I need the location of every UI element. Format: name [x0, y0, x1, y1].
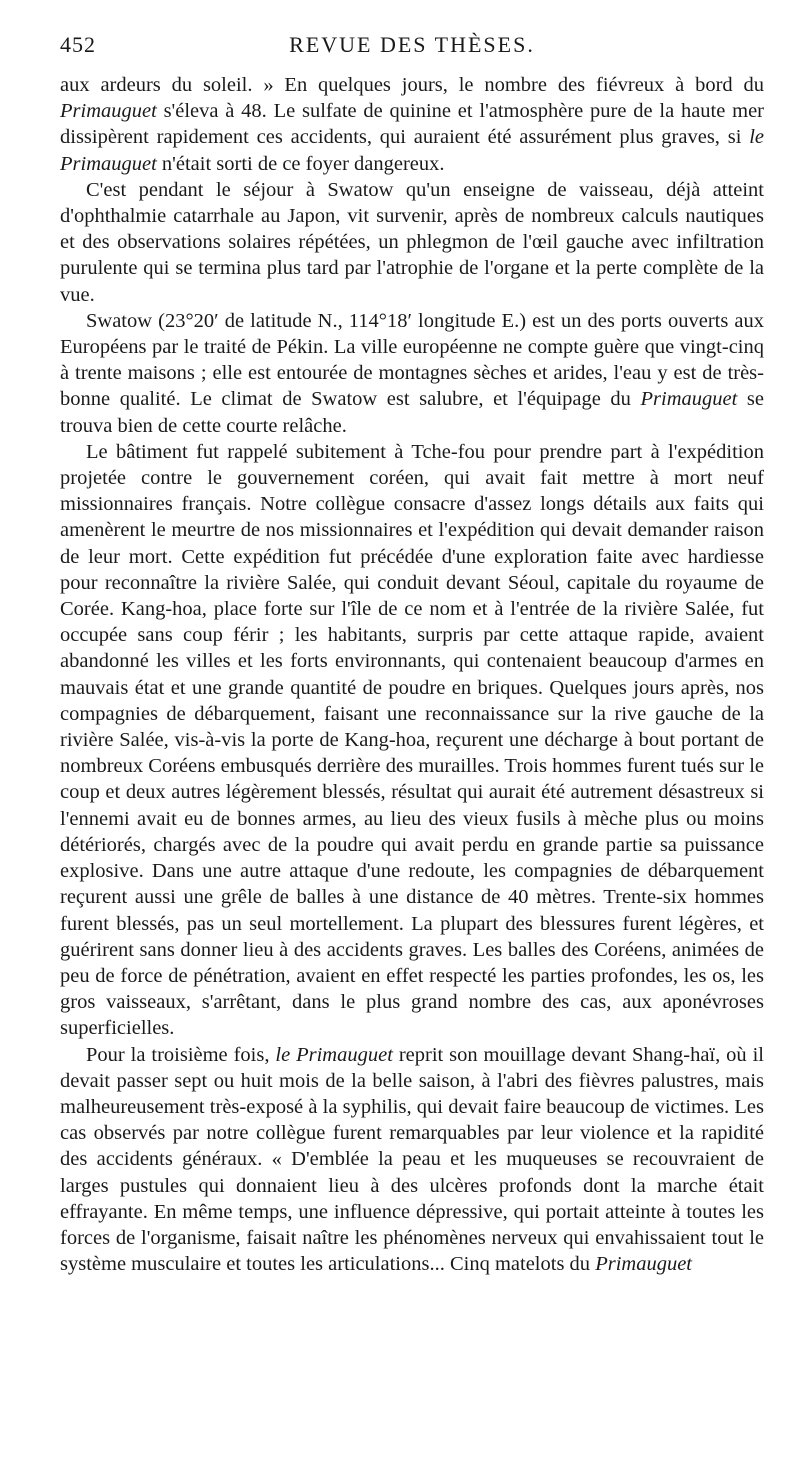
paragraph [60, 439, 764, 1042]
text-run: s'éleva à 48. Le sulfate de quinine et l'atmosphère pure de la haute mer dissipèrent rapidement ces accidents, qui auraient été assurément plus graves, si [60, 100, 764, 149]
body-text [60, 72, 764, 1277]
paragraph [60, 1042, 764, 1278]
text-run: Swatow (23°20′ de latitude N., 114°18′ longitude E.) est un des ports ouverts aux Européens par le traité de Pékin. La ville européenne ne compte guère que vingt-cinq à trente maisons ; elle est entourée de montagnes sèches et arides, l'eau y est de très-bonne qualité. Le climat de Swatow est salubre, et l'équipage du [60, 309, 764, 411]
text-run: reprit son mouillage devant Shang-haï, où il devait passer sept ou huit mois de la belle saison, à l'abri des fièvres palustres, mais malheureusement très-exposé à la syphilis, qui devait faire beaucoup de victimes. Les cas observés par notre collègue furent remarquables par leur violence et la rapidité des accidents généraux. « D'emblée la peau et les muqueuses se recouvraient de larges pustules qui donnaient lieu à des ulcères profonds dont la marche était effrayante. En même temps, une influence dépressive, qui portait atteinte à toutes les forces de l'organisme, faisait naître les phénomènes nerveux qui envahissaient tout le système musculaire et toutes les articulations... Cinq matelots du [60, 1043, 764, 1276]
text-run: aux ardeurs du soleil. » En quelques jours, le nombre des fiévreux à bord du [60, 74, 764, 96]
text-run: Le bâtiment fut rappelé subitement à Tche-fou pour prendre part à l'expédition projetée contre le gouvernement coréen, qui avait fait mettre à mort neuf missionnaires français. Notre collègue consacre d'assez longs détails aux faits qui amenèrent le meurtre de nos missionnaires et l'expédition qui devait demander raison de leur mort. Cette expédition fut précédée d'une exploration faite avec hardiesse pour reconnaître la rivière Salée, qui conduit devant Séoul, capitale du royaume de Corée. Kang-hoa, place forte sur l'île de ce nom et à l'entrée de la rivière Salée, fut occupée sans coup férir ; les habitants, surpris par cette attaque rapide, avaient abandonné les villes et les forts environnants, qui contenaient beaucoup d'armes en mauvais état et une grande quantité de poudre en briques. Quelques jours après, nos compagnies de débarquement, faisant une reconnaissance sur la rive gauche de la rivière Salée, vis-à-vis la porte de Kang-hoa, reçurent une décharge à bout portant de nombreux Coréens embusqués derrière des murailles. Trois hommes furent tués sur le coup et deux autres légèrement blessés, résultat qui aurait été autrement désastreux si l'ennemi avait eu de bonnes armes, au lieu des vieux fusils à mèche plus ou moins détériorés, chargés avec de la poudre qui avait perdu en grande partie sa puissance explosive. Dans une autre attaque d'une redoute, les compagnies de débarquement reçurent aussi une grêle de balles à une distance de 40 mètres. Trente-six hommes furent blessés, pas un seul mortellement. La plupart des blessures furent légères, et guérirent sans donner lieu à des accidents graves. Les balles des Coréens, animées de peu de force de pénétration, avaient en effet respecté les parties profondes, les os, les gros vaisseaux, s'arrêtant, dans le plus grand nombre des cas, aux aponévroses superficielles. [60, 440, 764, 1040]
running-title: REVUE DES THÈSES. [289, 32, 535, 57]
text-run: se trouva bien de cette courte relâche. [60, 388, 764, 437]
paragraph [60, 308, 764, 439]
text-run: C'est pendant le séjour à Swatow qu'un enseigne de vaisseau, déjà atteint d'ophthalmie catarrhale au Japon, vit survenir, après de nombreux calculs nautiques et des observations solaires répétées, un phlegmon de l'œil gauche avec infiltration purulente qui se termina plus tard par l'atrophie de l'organe et la perte complète de la vue. [60, 178, 764, 306]
italic-ship-name: Primauguet [595, 1253, 692, 1276]
italic-ship-name: Primauguet [640, 388, 738, 411]
page-number: 452 [60, 32, 96, 57]
italic-ship-name: le Primauguet [60, 126, 764, 175]
italic-ship-name: Primauguet [60, 100, 157, 123]
text-run: Pour la troisième fois, [86, 1043, 276, 1066]
paragraph [60, 177, 764, 308]
paragraph [60, 72, 764, 177]
text-run: n'était sorti de ce foyer dangereux. [156, 152, 445, 175]
italic-ship-name: le Primauguet [275, 1043, 393, 1066]
page-header [60, 32, 764, 62]
